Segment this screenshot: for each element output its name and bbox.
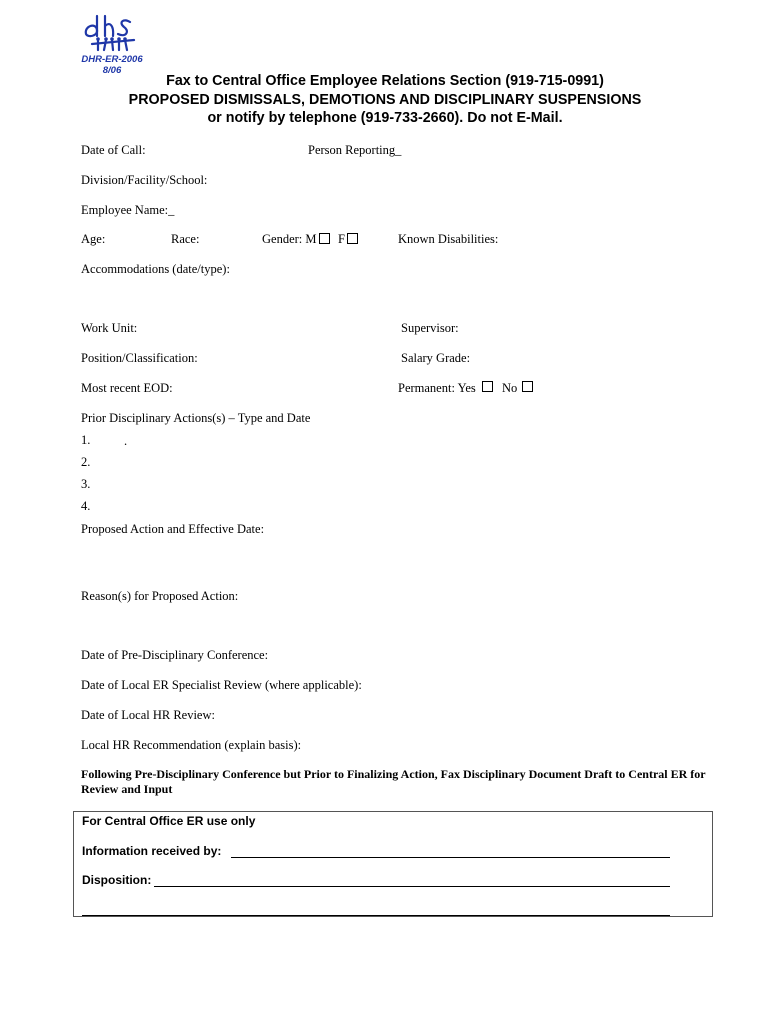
local-hr-recommendation-label: Local HR Recommendation (explain basis):: [81, 738, 302, 752]
prior-action-item-4: 4.: [81, 499, 91, 513]
gender-male-checkbox[interactable]: [319, 233, 330, 244]
local-hr-review-label: Date of Local HR Review:: [81, 708, 215, 722]
permanent-no-checkbox[interactable]: [522, 381, 533, 392]
permanent-no-label: No: [502, 381, 518, 395]
dhr-logo: [78, 10, 140, 54]
proposed-action-label: Proposed Action and Effective Date:: [81, 522, 265, 536]
salary-grade-label: Salary Grade:: [401, 351, 471, 365]
pre-disciplinary-conference-label: Date of Pre-Disciplinary Conference:: [81, 648, 269, 662]
prior-action-item-3: 3.: [81, 477, 91, 491]
local-er-review-label: Date of Local ER Specialist Review (where applicable):: [81, 678, 362, 692]
race-label: Race:: [171, 232, 200, 246]
fax-instruction-note: Following Pre-Disciplinary Conference but Prior to Finalizing Action, Fax Disciplinary Document Draft to Central ER for Review and Input: [81, 767, 706, 796]
division-label: Division/Facility/School:: [81, 173, 208, 187]
reasons-label: Reason(s) for Proposed Action:: [81, 589, 239, 603]
info-received-line[interactable]: [231, 857, 670, 858]
prior-action-item-1-mark: .: [124, 434, 128, 448]
prior-action-item-1: 1.: [81, 433, 91, 447]
person-reporting-label: Person Reporting_: [308, 143, 402, 157]
disposition-label: Disposition:: [82, 873, 152, 887]
title-line-1: Fax to Central Office Employee Relations Section (919-715-0991): [166, 73, 604, 89]
prior-action-item-2: 2.: [81, 455, 91, 469]
info-received-label: Information received by:: [82, 844, 222, 858]
title-line-3: or notify by telephone (919-733-2660). Do not E-Mail.: [207, 110, 563, 126]
work-unit-label: Work Unit:: [81, 321, 138, 335]
date-of-call-label: Date of Call:: [81, 143, 146, 157]
gender-label: Gender: M: [262, 232, 317, 246]
title-line-2: PROPOSED DISMISSALS, DEMOTIONS AND DISCIPLINARY SUSPENSIONS: [128, 92, 642, 108]
supervisor-label: Supervisor:: [401, 321, 459, 335]
known-disabilities-label: Known Disabilities:: [398, 232, 499, 246]
gender-female-checkbox[interactable]: [347, 233, 358, 244]
prior-actions-label: Prior Disciplinary Actions(s) – Type and Date: [81, 411, 311, 425]
age-label: Age:: [81, 232, 106, 246]
disposition-line[interactable]: [154, 886, 670, 887]
gender-female-label: F: [338, 232, 345, 246]
form-code-date: 8/06: [102, 65, 122, 76]
recent-eod-label: Most recent EOD:: [81, 381, 173, 395]
form-code-id: DHR-ER-2006: [81, 54, 143, 65]
permanent-label: Permanent: Yes: [398, 381, 476, 395]
permanent-yes-checkbox[interactable]: [482, 381, 493, 392]
central-office-heading: For Central Office ER use only: [82, 814, 256, 828]
position-label: Position/Classification:: [81, 351, 198, 365]
disposition-line-2[interactable]: [82, 915, 670, 916]
employee-name-label: Employee Name:_: [81, 203, 175, 217]
accommodations-label: Accommodations (date/type):: [81, 262, 230, 276]
